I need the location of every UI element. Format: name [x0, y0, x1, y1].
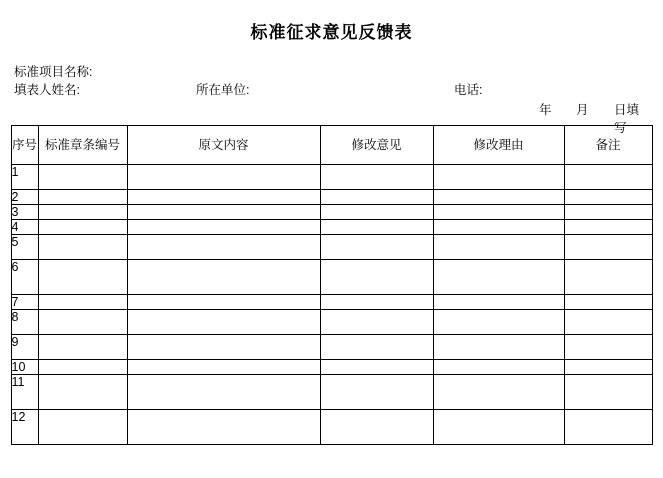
cell-clause[interactable]: [38, 205, 127, 220]
cell-clause[interactable]: [38, 260, 127, 295]
cell-original[interactable]: [127, 165, 320, 190]
cell-suggestion[interactable]: [320, 310, 433, 335]
cell-clause[interactable]: [38, 360, 127, 375]
date-month-label: 月: [576, 103, 589, 117]
cell-clause[interactable]: [38, 220, 127, 235]
cell-seq: 4: [11, 220, 38, 235]
cell-seq: 8: [11, 310, 38, 335]
feedback-table: [11, 125, 653, 445]
cell-seq: 12: [11, 410, 38, 445]
cell-seq: 9: [11, 335, 38, 360]
cell-seq: 7: [11, 295, 38, 310]
cell-seq: 2: [11, 190, 38, 205]
cell-suggestion[interactable]: [320, 260, 433, 295]
project-name-label: 标准项目名称:: [14, 65, 93, 79]
cell-original[interactable]: [127, 375, 320, 410]
date-row: [14, 101, 649, 135]
header-seq: 序号: [11, 126, 38, 165]
cell-clause[interactable]: [38, 335, 127, 360]
cell-seq: 1: [11, 165, 38, 190]
cell-clause[interactable]: [38, 410, 127, 445]
table-row: [11, 360, 652, 375]
cell-reason[interactable]: [433, 165, 564, 190]
table-row: [11, 190, 652, 205]
cell-original[interactable]: [127, 410, 320, 445]
cell-clause[interactable]: [38, 165, 127, 190]
table-row: [11, 235, 652, 260]
table-row: [11, 310, 652, 335]
cell-remark[interactable]: [564, 220, 652, 235]
cell-reason[interactable]: [433, 190, 564, 205]
cell-remark[interactable]: [564, 205, 652, 220]
project-name-row: [14, 63, 649, 81]
cell-seq: 3: [11, 205, 38, 220]
cell-remark[interactable]: [564, 335, 652, 360]
cell-remark[interactable]: [564, 410, 652, 445]
header-remark: 备注: [564, 126, 652, 165]
cell-remark[interactable]: [564, 260, 652, 295]
form-header-fields: [0, 63, 663, 135]
cell-remark[interactable]: [564, 190, 652, 205]
cell-reason[interactable]: [433, 375, 564, 410]
table-row: [11, 335, 652, 360]
cell-original[interactable]: [127, 360, 320, 375]
cell-clause[interactable]: [38, 190, 127, 205]
date-day-label: 日填写: [614, 103, 640, 135]
cell-clause[interactable]: [38, 375, 127, 410]
cell-original[interactable]: [127, 310, 320, 335]
table-row: [11, 260, 652, 295]
cell-seq: 6: [11, 260, 38, 295]
cell-remark[interactable]: [564, 295, 652, 310]
unit-label: 所在单位:: [196, 83, 250, 97]
cell-remark[interactable]: [564, 360, 652, 375]
cell-remark[interactable]: [564, 165, 652, 190]
cell-remark[interactable]: [564, 235, 652, 260]
cell-suggestion[interactable]: [320, 190, 433, 205]
cell-suggestion[interactable]: [320, 165, 433, 190]
date-year-label: 年: [539, 103, 552, 117]
table-header: [11, 126, 652, 165]
cell-reason[interactable]: [433, 260, 564, 295]
page-title: 标准征求意见反馈表: [250, 23, 413, 42]
header-reason: 修改理由: [433, 126, 564, 165]
cell-original[interactable]: [127, 235, 320, 260]
cell-reason[interactable]: [433, 310, 564, 335]
document-page: [0, 18, 663, 478]
cell-suggestion[interactable]: [320, 410, 433, 445]
cell-seq: 10: [11, 360, 38, 375]
cell-seq: 5: [11, 235, 38, 260]
header-original: 原文内容: [127, 126, 320, 165]
table-row: [11, 410, 652, 445]
table-header-row: [11, 126, 652, 165]
cell-seq: 11: [11, 375, 38, 410]
filler-unit-phone-row: [14, 81, 649, 99]
header-suggestion: 修改意见: [320, 126, 433, 165]
phone-label: 电话:: [454, 83, 483, 97]
cell-original[interactable]: [127, 295, 320, 310]
cell-reason[interactable]: [433, 295, 564, 310]
table-row: [11, 295, 652, 310]
cell-suggestion[interactable]: [320, 360, 433, 375]
table-row: [11, 375, 652, 410]
cell-original[interactable]: [127, 335, 320, 360]
cell-original[interactable]: [127, 205, 320, 220]
table-row: [11, 165, 652, 190]
cell-suggestion[interactable]: [320, 235, 433, 260]
cell-original[interactable]: [127, 190, 320, 205]
cell-reason[interactable]: [433, 235, 564, 260]
cell-clause[interactable]: [38, 310, 127, 335]
cell-original[interactable]: [127, 220, 320, 235]
cell-suggestion[interactable]: [320, 375, 433, 410]
cell-reason[interactable]: [433, 335, 564, 360]
cell-original[interactable]: [127, 260, 320, 295]
cell-suggestion[interactable]: [320, 335, 433, 360]
cell-suggestion[interactable]: [320, 205, 433, 220]
cell-reason[interactable]: [433, 360, 564, 375]
table-row: [11, 220, 652, 235]
cell-reason[interactable]: [433, 220, 564, 235]
cell-reason[interactable]: [433, 410, 564, 445]
table-row: [11, 205, 652, 220]
cell-clause[interactable]: [38, 235, 127, 260]
cell-clause[interactable]: [38, 295, 127, 310]
header-clause: 标准章条编号: [38, 126, 127, 165]
filler-name-label: 填表人姓名:: [14, 83, 80, 97]
cell-remark[interactable]: [564, 310, 652, 335]
cell-suggestion[interactable]: [320, 295, 433, 310]
cell-remark[interactable]: [564, 375, 652, 410]
cell-reason[interactable]: [433, 205, 564, 220]
table-body: [11, 165, 652, 445]
cell-suggestion[interactable]: [320, 220, 433, 235]
